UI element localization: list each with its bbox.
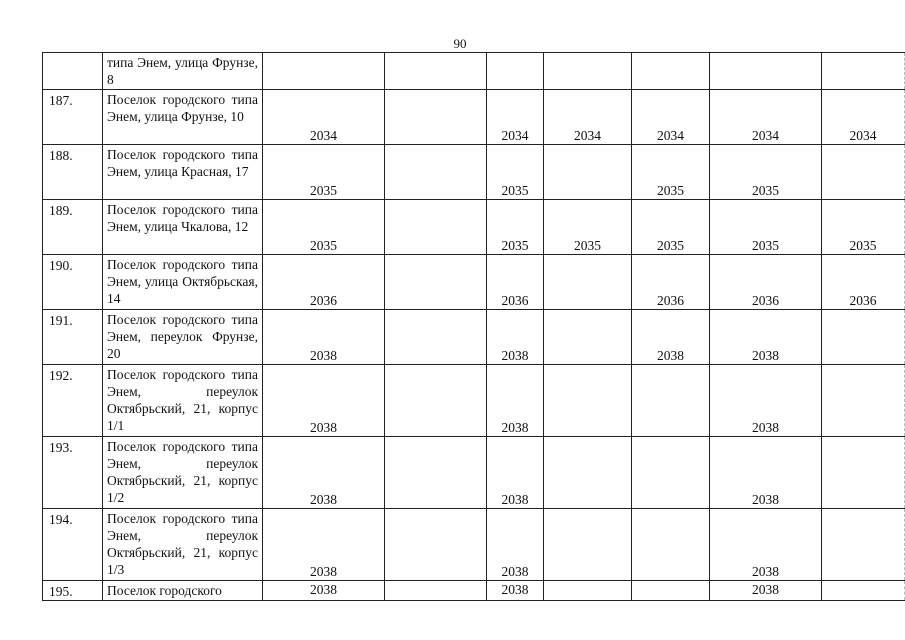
year-cell: 2034: [632, 90, 710, 145]
year-cell: [385, 145, 487, 200]
year-cell: [544, 581, 632, 601]
page-number: 90: [453, 36, 467, 51]
year-cell: [632, 365, 710, 437]
row-number: 190.: [43, 255, 103, 310]
year-cell: [385, 581, 487, 601]
year-cell: 2036: [487, 255, 544, 310]
year-cell: 2038: [710, 509, 822, 581]
row-number: 188.: [43, 145, 103, 200]
year-cell: [385, 90, 487, 145]
year-cell: [632, 581, 710, 601]
table-row: [43, 255, 905, 310]
year-cell: 2034: [544, 90, 632, 145]
year-cell: 2036: [710, 255, 822, 310]
year-cell: 2036: [822, 255, 905, 310]
year-cell: 2034: [487, 90, 544, 145]
year-cell: [822, 581, 905, 601]
year-cell: 2038: [710, 365, 822, 437]
table-row: [43, 509, 905, 581]
year-cell: [385, 509, 487, 581]
address-cell: Поселок городского типа Энем, улица Чкалова, 12: [103, 200, 263, 255]
year-cell: 2036: [632, 255, 710, 310]
year-cell: 2038: [263, 310, 385, 365]
year-cell: [544, 437, 632, 509]
year-cell: [385, 437, 487, 509]
year-cell: [385, 200, 487, 255]
row-number: 191.: [43, 310, 103, 365]
year-cell: [822, 365, 905, 437]
row-number: 193.: [43, 437, 103, 509]
year-cell: [632, 53, 710, 90]
year-cell: 2038: [710, 437, 822, 509]
year-cell: 2038: [263, 365, 385, 437]
year-cell: [544, 255, 632, 310]
year-cell: [822, 509, 905, 581]
year-cell: [544, 365, 632, 437]
address-cell: Поселок городского типа Энем, переулок Октябрьский, 21, корпус 1/3: [103, 509, 263, 581]
table-row: [43, 200, 905, 255]
row-number: 192.: [43, 365, 103, 437]
year-cell: 2035: [710, 200, 822, 255]
year-cell: [487, 53, 544, 90]
year-cell: 2034: [822, 90, 905, 145]
schedule-table: [42, 52, 905, 601]
year-cell: 2038: [487, 365, 544, 437]
year-cell: 2035: [544, 200, 632, 255]
address-cell: Поселок городского типа Энем, переулок Фрунзе, 20: [103, 310, 263, 365]
year-cell: 2034: [263, 90, 385, 145]
row-number: 195.: [43, 581, 103, 601]
table-row: [43, 145, 905, 200]
table-row: [43, 53, 905, 90]
year-cell: 2038: [263, 581, 385, 601]
year-cell: [822, 145, 905, 200]
year-cell: 2038: [710, 310, 822, 365]
year-cell: [544, 53, 632, 90]
year-cell: 2038: [487, 581, 544, 601]
year-cell: [822, 53, 905, 90]
year-cell: [544, 310, 632, 365]
year-cell: 2035: [263, 200, 385, 255]
table-row: [43, 90, 905, 145]
year-cell: 2034: [710, 90, 822, 145]
year-cell: [263, 53, 385, 90]
year-cell: 2038: [487, 509, 544, 581]
row-number: 189.: [43, 200, 103, 255]
year-cell: [385, 310, 487, 365]
year-cell: [544, 145, 632, 200]
year-cell: 2038: [487, 437, 544, 509]
year-cell: 2035: [632, 145, 710, 200]
year-cell: 2038: [263, 509, 385, 581]
year-cell: 2038: [632, 310, 710, 365]
year-cell: 2035: [710, 145, 822, 200]
year-cell: 2035: [487, 145, 544, 200]
year-cell: 2038: [710, 581, 822, 601]
year-cell: 2038: [487, 310, 544, 365]
year-cell: [385, 53, 487, 90]
address-cell: Поселок городского: [103, 581, 263, 601]
table-row: [43, 365, 905, 437]
year-cell: 2036: [263, 255, 385, 310]
year-cell: [632, 509, 710, 581]
year-cell: [710, 53, 822, 90]
table-row: [43, 310, 905, 365]
year-cell: [544, 509, 632, 581]
table-body: [43, 53, 905, 601]
address-cell: Поселок городского типа Энем, улица Октябрьская, 14: [103, 255, 263, 310]
table-row: [43, 437, 905, 509]
address-cell: Поселок городского типа Энем, улица Фрунзе, 10: [103, 90, 263, 145]
row-number: [43, 53, 103, 90]
table-row: [43, 581, 905, 601]
year-cell: [822, 310, 905, 365]
year-cell: [385, 255, 487, 310]
year-cell: 2035: [822, 200, 905, 255]
year-cell: 2038: [263, 437, 385, 509]
year-cell: 2035: [487, 200, 544, 255]
address-cell: Поселок городского типа Энем, переулок Октябрьский, 21, корпус 1/1: [103, 365, 263, 437]
row-number: 194.: [43, 509, 103, 581]
year-cell: [822, 437, 905, 509]
year-cell: [385, 365, 487, 437]
address-cell: Поселок городского типа Энем, переулок Октябрьский, 21, корпус 1/2: [103, 437, 263, 509]
row-number: 187.: [43, 90, 103, 145]
address-cell: типа Энем, улица Фрунзе, 8: [103, 53, 263, 90]
year-cell: 2035: [632, 200, 710, 255]
year-cell: 2035: [263, 145, 385, 200]
year-cell: [632, 437, 710, 509]
address-cell: Поселок городского типа Энем, улица Красная, 17: [103, 145, 263, 200]
